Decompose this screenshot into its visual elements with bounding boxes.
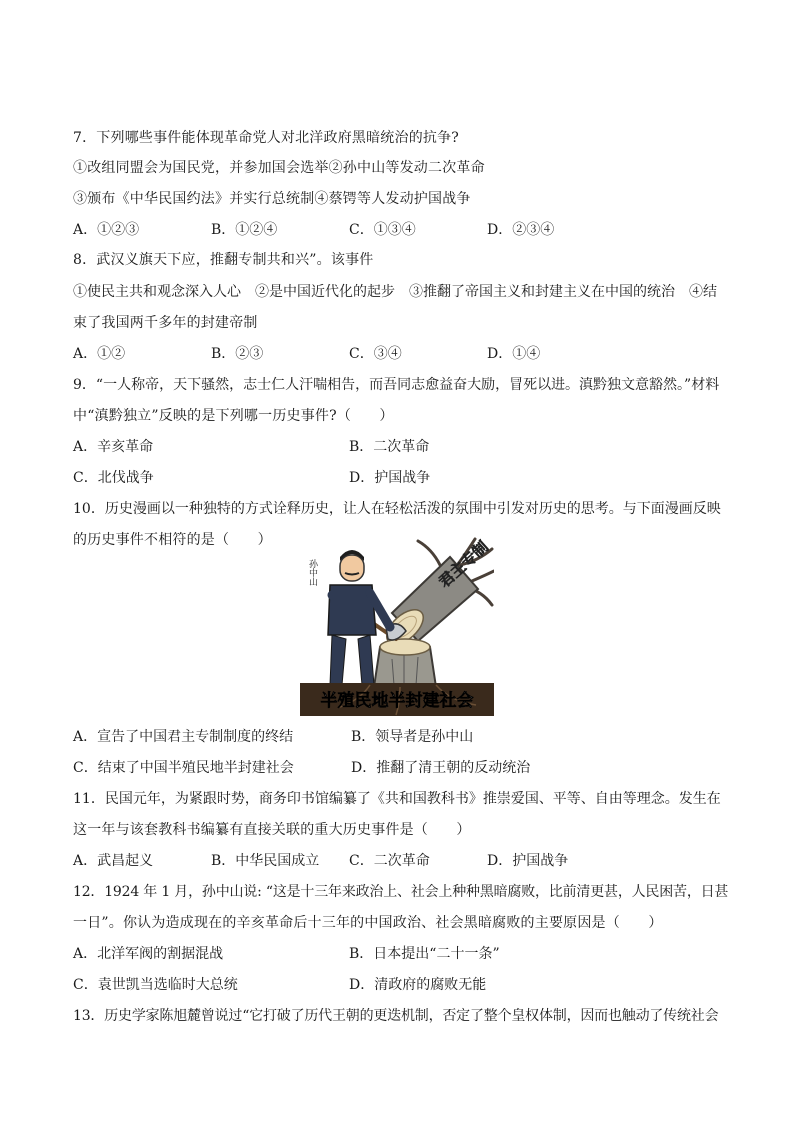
q7-stem: 7．下列哪些事件能体现革命党人对北洋政府黑暗统治的抗争? xyxy=(73,130,460,146)
q11-option-d[interactable]: D．护国战争 xyxy=(487,853,569,869)
q9-stem: 9．“一人称帝，天下骚然，志士仁人汗喘相告，而吾同志愈益奋大励，冒死以进。滇黔独文意豁然。”材料 xyxy=(73,377,720,393)
q8-option-c[interactable]: C．③④ xyxy=(349,346,402,362)
q11-option-b[interactable]: B．中华民国成立 xyxy=(211,853,320,869)
q13-stem: 13．历史学家陈旭麓曾说过“它打破了历代王朝的更迭机制，否定了整个皇权体制，因而也触动了传统社会 xyxy=(73,1008,719,1024)
q9-option-a[interactable]: A．辛亥革命 xyxy=(73,439,154,455)
person-label: 孙中山 xyxy=(307,559,317,586)
q11-stem: 11．民国元年，为紧跟时势，商务印书馆编纂了《共和国教科书》推崇爱国、平等、自由等理念。发生在 xyxy=(73,791,721,807)
q11-option-c[interactable]: C．二次革命 xyxy=(349,853,430,869)
tree-stump xyxy=(374,639,436,687)
q12-stem-cont: 一日”。你认为造成现在的辛亥革命后十三年的中国政治、社会黑暗腐败的主要原因是（ ） xyxy=(73,915,663,931)
q12-option-a[interactable]: A．北洋军阀的割据混战 xyxy=(73,946,224,962)
q12-stem: 12．1924 年 1 月，孙中山说: “这是十三年来政治上、社会上种种黑暗腐败，比前清更甚，人民困苦，日甚 xyxy=(73,884,729,900)
q7-option-d[interactable]: D．②③④ xyxy=(487,222,555,238)
q7-option-a[interactable]: A．①②③ xyxy=(73,222,140,238)
q7-item-line: ③颁布《中华民国约法》并实行总统制④蔡锷等人发动护国战争 xyxy=(73,191,471,207)
q7-option-b[interactable]: B．①②④ xyxy=(211,222,278,238)
q8-stem: 8．武汉义旗天下应，推翻专制共和兴”。该事件 xyxy=(73,252,374,268)
q8-item-line: 束了我国两千多年的封建帝制 xyxy=(73,315,258,331)
q10-stem: 10．历史漫画以一种独特的方式诠释历史，让人在轻松活泼的氛围中引发对历史的思考。与下面漫画反映 xyxy=(73,501,721,517)
q12-option-c[interactable]: C．袁世凯当选临时大总统 xyxy=(73,977,238,993)
q9-option-b[interactable]: B．二次革命 xyxy=(349,439,430,455)
q8-option-b[interactable]: B．②③ xyxy=(211,346,264,362)
q9-stem-cont: 中“滇黔独立”反映的是下列哪一历史事件?（ ） xyxy=(73,408,394,424)
q9-option-c[interactable]: C．北伐战争 xyxy=(73,470,154,486)
history-cartoon xyxy=(300,535,494,716)
q10-option-b[interactable]: B．领导者是孙中山 xyxy=(351,729,474,745)
q12-option-d[interactable]: D．清政府的腐败无能 xyxy=(349,977,487,993)
q12-option-b[interactable]: B．日本提出“二十一条” xyxy=(349,946,500,962)
q10-option-c[interactable]: C．结束了中国半殖民地半封建社会 xyxy=(73,760,294,776)
q9-option-d[interactable]: D．护国战争 xyxy=(349,470,431,486)
q8-option-a[interactable]: A．①② xyxy=(73,346,126,362)
cartoon-caption: 半殖民地半封建社会 xyxy=(320,691,474,711)
q11-stem-cont: 这一年与该套教科书编纂有直接关联的重大历史事件是（ ） xyxy=(73,822,471,838)
q10-stem-cont: 的历史事件不相符的是（ ） xyxy=(73,532,272,548)
q8-option-d[interactable]: D．①④ xyxy=(487,346,541,362)
q8-item-line: ①使民主共和观念深入人心 ②是中国近代化的起步 ③推翻了帝国主义和封建主义在中国的统治 ④结 xyxy=(73,284,717,300)
q7-item-line: ①改组同盟会为国民党，并参加国会选举②孙中山等发动二次革命 xyxy=(73,160,485,176)
q10-option-a[interactable]: A．宣告了中国君主专制制度的终结 xyxy=(73,729,294,745)
q10-option-d[interactable]: D．推翻了清王朝的反动统治 xyxy=(351,760,531,776)
trunk-label: 君主专制 xyxy=(435,537,492,592)
q7-option-c[interactable]: C．①③④ xyxy=(349,222,416,238)
q11-option-a[interactable]: A．武昌起义 xyxy=(73,853,154,869)
